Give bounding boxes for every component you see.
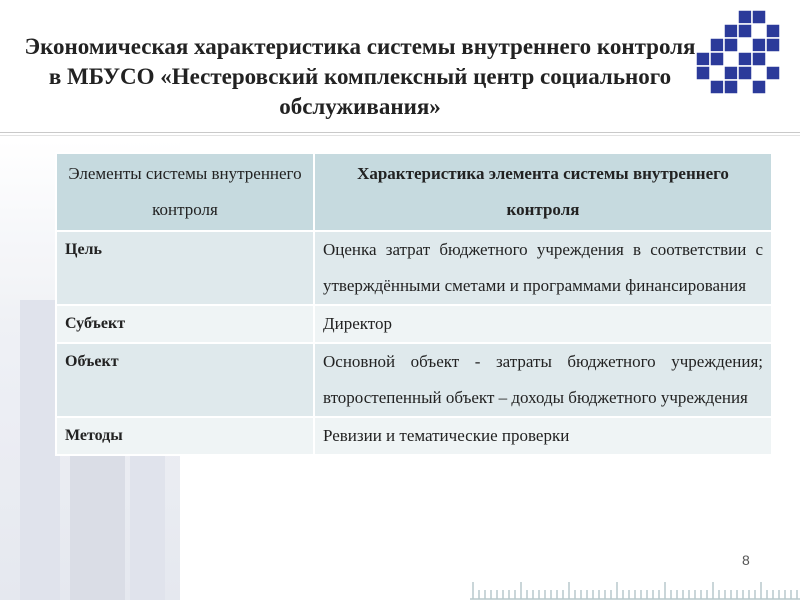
table-header-row	[56, 153, 772, 231]
row-value: Ревизии и тематические проверки	[314, 417, 772, 455]
control-system-table	[55, 152, 773, 456]
row-value: Основной объект - затраты бюджетного учреждения; второстепенный объект – доходы бюджетного учреждения	[314, 343, 772, 417]
header-characteristics: Характеристика элемента системы внутреннего контроля	[314, 153, 772, 231]
row-key: Объект	[56, 343, 314, 417]
table-row	[56, 417, 772, 455]
table-row	[56, 305, 772, 343]
title-divider-secondary	[0, 135, 800, 136]
slide-title: Экономическая характеристика системы внутреннего контроля в МБУСО «Нестеровский комплексный центр социального обслуживания»	[24, 34, 696, 119]
row-value: Директор	[314, 305, 772, 343]
header-elements: Элементы системы внутреннего контроля	[56, 153, 314, 231]
title-divider	[0, 132, 800, 133]
row-key: Методы	[56, 417, 314, 455]
decorative-ruler-strip	[470, 580, 800, 600]
row-value: Оценка затрат бюджетного учреждения в соответствии с утверждёнными сметами и программами финансирования	[314, 231, 772, 305]
row-key: Цель	[56, 231, 314, 305]
row-key: Субъект	[56, 305, 314, 343]
table-row	[56, 231, 772, 305]
table-row	[56, 343, 772, 417]
cube-logo-icon	[694, 8, 780, 100]
page-number: 8	[742, 552, 750, 568]
